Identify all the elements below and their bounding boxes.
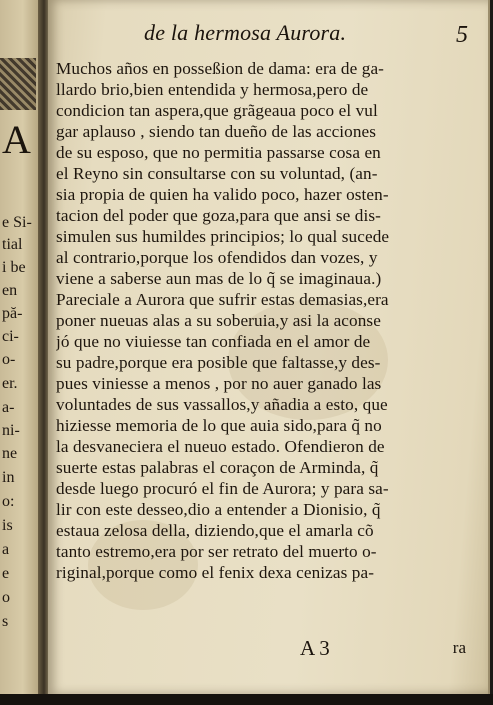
- text-line: viene a saberse aun mas de lo q̃ se imaginaua.): [56, 269, 382, 288]
- catchword: ra: [452, 638, 466, 657]
- facing-fragment: i be: [2, 259, 26, 276]
- text-line: el Reyno sin consultarse con su voluntad, (an-: [56, 164, 378, 183]
- text-line: su padre,porque era posible que faltasse,y des-: [56, 353, 381, 372]
- text-line: sia propia de quien ha valido poco, hazer osten-: [56, 185, 389, 204]
- text-line: jó que no viuiesse tan confiada en el amor de: [56, 332, 371, 351]
- facing-fragment: e: [2, 565, 10, 582]
- text-line: riginal,porque como el fenix dexa cenizas pa-: [56, 563, 375, 582]
- facing-initial: A: [2, 117, 31, 162]
- text-line: simulen sus humildes principios; lo qual sucede: [56, 227, 390, 246]
- facing-fragment: tial: [2, 236, 23, 253]
- facing-fragment: e Si-: [2, 214, 32, 231]
- text-line: suerte estas palabras el coraçon de Arminda, q̃: [56, 458, 379, 477]
- text-line: condicion tan aspera,que grãgeaua poco el vul: [56, 101, 378, 120]
- facing-page-edge: [0, 0, 38, 705]
- text-line: estaua zelosa della, diziendo,que el amarla cõ: [56, 521, 374, 540]
- facing-fragment: o: [2, 589, 10, 606]
- facing-fragment: in: [2, 469, 15, 486]
- facing-fragment: o:: [2, 493, 15, 510]
- text-line: voluntades de sus vassallos,y añadia a esto, que: [56, 395, 388, 414]
- scan-bottom-edge: [0, 694, 493, 705]
- facing-fragment: ne: [2, 445, 18, 462]
- signature-mark: A 3: [300, 636, 330, 660]
- text-line: gar aplauso , siendo tan dueño de las acciones: [56, 122, 377, 141]
- text-line: pues viniesse a menos , por no auer ganado las: [56, 374, 382, 393]
- facing-fragment: ci-: [2, 328, 19, 345]
- text-line: Pareciale a Aurora que sufrir estas demasias,era: [56, 290, 389, 309]
- facing-fragment: o-: [2, 351, 16, 368]
- text-line: de su esposo, que no permitia passarse cosa en: [56, 143, 381, 162]
- text-line: la desvaneciera el nueuo estado. Ofendieron de: [56, 437, 385, 456]
- facing-fragment: en: [2, 282, 18, 299]
- body-text: [56, 58, 476, 583]
- facing-fragment: pă-: [2, 305, 23, 322]
- book-page: [48, 0, 490, 694]
- text-line: Muchos años en posseßion de dama: era de ga-: [56, 59, 384, 78]
- facing-fragment: is: [2, 517, 13, 534]
- text-line: tacion del poder que goza,para que ansi se dis-: [56, 206, 381, 225]
- page-number: 5: [456, 22, 468, 48]
- facing-fragment: a: [2, 541, 10, 558]
- text-line: desde luego procuró el fin de Aurora; y para sa-: [56, 479, 389, 498]
- text-line: tanto estremo,era por ser retrato del muerto o-: [56, 542, 377, 561]
- text-line: poner nueuas alas a su soberuia,y asi la aconse: [56, 311, 381, 330]
- text-line: llardo brio,bien entendida y hermosa,pero de: [56, 80, 369, 99]
- facing-fragment: a-: [2, 399, 15, 416]
- facing-fragment: er.: [2, 375, 18, 392]
- text-line: hiziesse memoria de lo que auia sido,para q̃ no: [56, 416, 382, 435]
- text-line: lir con este desseo,dio a entender a Dionisio, q̃: [56, 500, 381, 519]
- woodcut-ornament: [0, 58, 36, 110]
- facing-fragment: s: [2, 613, 9, 630]
- facing-fragment: ni-: [2, 422, 20, 439]
- text-line: al contrario,porque los ofendidos dan vozes, y: [56, 248, 378, 267]
- running-head: de la hermosa Aurora.: [144, 20, 347, 45]
